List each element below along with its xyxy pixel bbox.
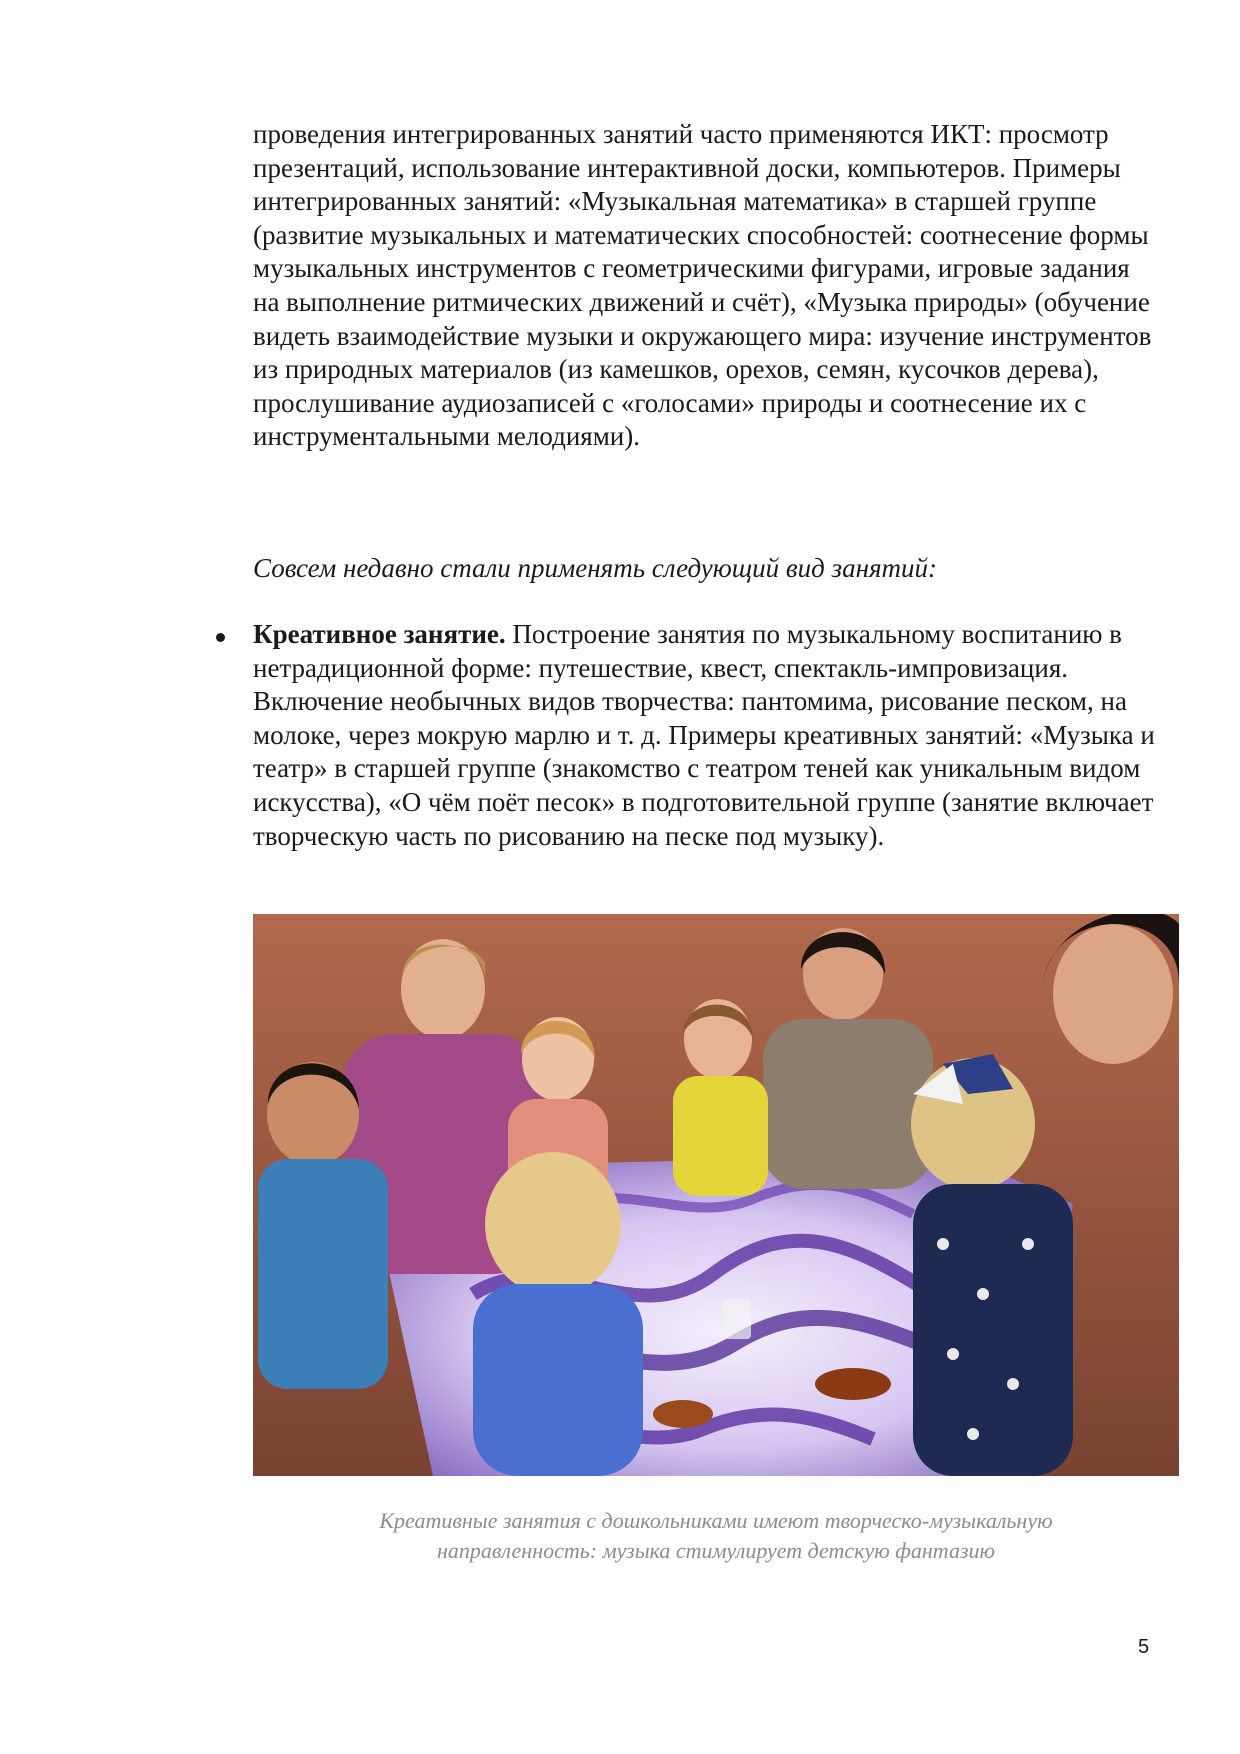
photo-sand-drawing-class xyxy=(253,914,1179,1476)
page-number: 5 xyxy=(1138,1636,1150,1658)
lead-in-sentence: Совсем недавно стали применять следующий вид занятий: xyxy=(253,553,938,583)
caption-line-2: направленность: музыка стимулирует детскую фантазию xyxy=(436,1538,996,1563)
bullet-term: Креативное занятие. xyxy=(253,619,506,649)
photo-caption xyxy=(253,1506,1179,1566)
body-paragraph: проведения интегрированных занятий часто применяются ИКТ: просмотр презентаций, использование интерактивной доски, компьютеров. Примеры интегрированных занятий: «Музыкальная математика» в старшей группе (развитие музыкальных и математических способностей: соотнесение формы музыкальных инструментов с геометрическими фигурами, игровые задания на выполнение ритмических движений и счёт), «Музыка природы» (обучение видеть взаимодействие музыки и окружающего мира: изучение инструментов из природных материалов (из камешков, орехов, семян, кусочков дерева), прослушивание аудиозаписей с «голосами» природы и соотнесение их с инструментальными мелодиями). xyxy=(253,119,1152,452)
bullet-text: Построение занятия по музыкальному воспитанию в нетрадиционной форме: путешествие, квест, спектакль-импровизация. Включение необычных видов творчества: пантомима, рисование песком, на молоке, через мокрую марлю и т. д. Примеры креативных занятий: «Музыка и театр» в старшей группе (знакомство с театром теней как уникальным видом искусства), «О чём поёт песок» в подготовительной группе (занятие включает творческую часть по рисованию на песке под музыку). xyxy=(253,619,1155,851)
bullet-item xyxy=(253,618,1173,853)
caption-line-1: Креативные занятия с дошкольниками имеют творческо-музыкальную xyxy=(379,1508,1053,1533)
photo-illustration xyxy=(253,914,1179,1476)
bullet-icon xyxy=(216,633,225,642)
